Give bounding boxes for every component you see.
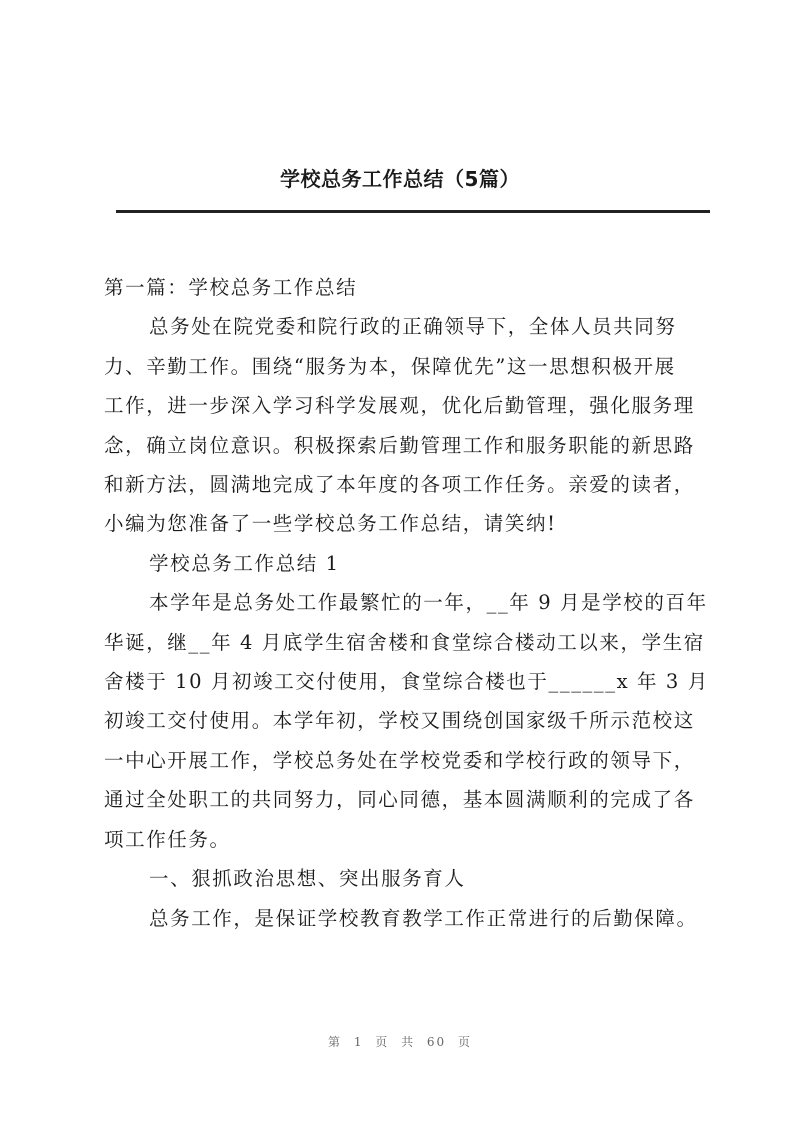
- page-number-footer: 第 1 页 共 60 页: [328, 1035, 472, 1049]
- paragraph-line: 总务处在院党委和院行政的正确领导下，全体人员共同努: [149, 315, 677, 339]
- subsection-heading: 一、狠抓政治思想、突出服务育人: [149, 867, 466, 891]
- paragraph-line: 项工作任务。: [104, 827, 231, 851]
- paragraph-line: 一中心开展工作，学校总务处在学校党委和学校行政的领导下，: [104, 748, 695, 772]
- paragraph-line: 工作，进一步深入学习科学发展观，优化后勤管理，强化服务理: [104, 394, 695, 418]
- paragraph-line: 力、辛勤工作。围绕“服务为本，保障优先”这一思想积极开展: [104, 354, 676, 378]
- paragraph-line: 小编为您准备了一些学校总务工作总结，请笑纳!: [104, 512, 557, 536]
- paragraph-line: 华诞，继__年 4 月底学生宿舍楼和食堂综合楼动工以来，学生宿: [104, 630, 705, 654]
- title-divider: [116, 210, 710, 213]
- paragraph-line: 舍楼于 10 月初竣工交付使用，食堂综合楼也于______x 年 3 月: [104, 670, 709, 694]
- paragraph-line: 总务工作，是保证学校教育教学工作正常进行的后勤保障。: [149, 906, 698, 930]
- paragraph-line: 本学年是总务处工作最繁忙的一年，__年 9 月是学校的百年: [149, 591, 708, 615]
- subsection-heading: 学校总务工作总结 1: [149, 551, 340, 575]
- document-title: 学校总务工作总结（5篇）: [280, 167, 520, 191]
- document-body: [104, 268, 714, 938]
- paragraph-line: 念，确立岗位意识。积极探索后勤管理工作和服务职能的新思路: [104, 433, 695, 457]
- paragraph-line: 和新方法，圆满地完成了本年度的各项工作任务。亲爱的读者，: [104, 473, 695, 497]
- paragraph-line: 初竣工交付使用。本学年初，学校又围绕创国家级千所示范校这: [104, 709, 695, 733]
- paragraph-line: 通过全处职工的共同努力，同心同德，基本圆满顺利的完成了各: [104, 788, 695, 812]
- section-heading: 第一篇：学校总务工作总结: [104, 276, 358, 299]
